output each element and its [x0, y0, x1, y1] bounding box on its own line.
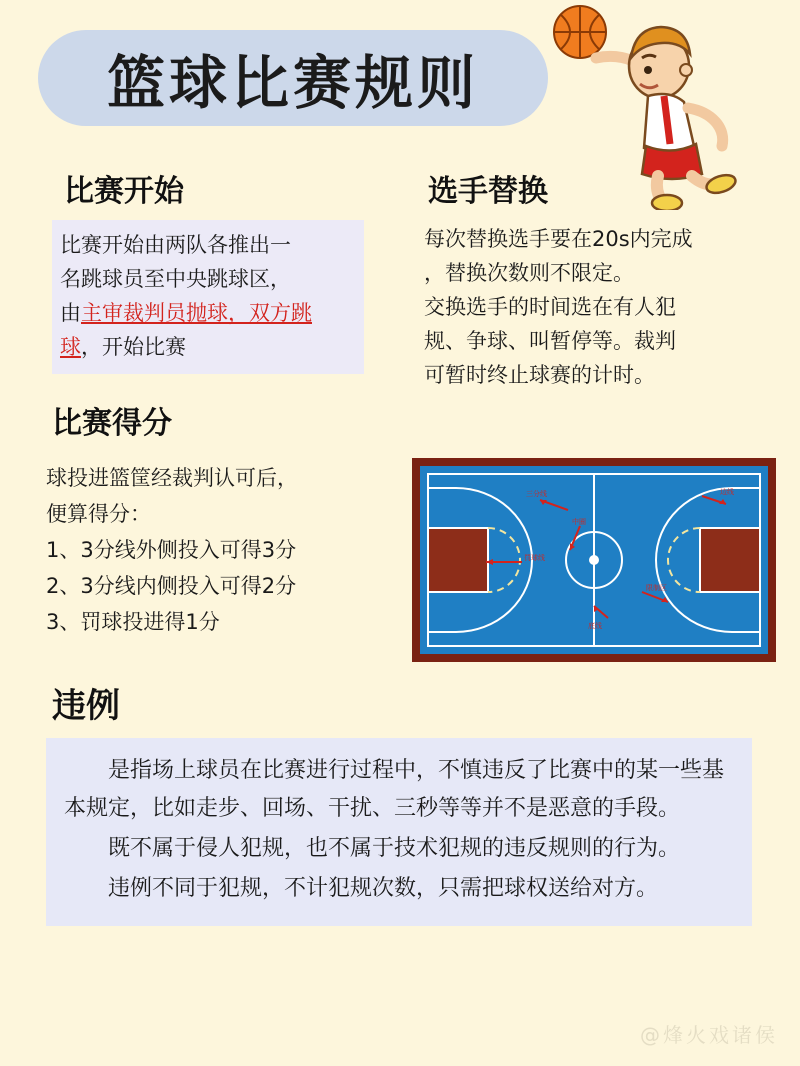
basketball-court-diagram [412, 458, 776, 662]
violation-paragraph: 既不属于侵人犯规，也不属于技术犯规的违反规则的行为。 [108, 836, 681, 861]
game-start-line-1: 比赛开始由两队各推出一 [60, 233, 291, 257]
substitution-line: 交换选手的时间选在有人犯 [424, 295, 676, 319]
game-start-line-3-highlight: 主审裁判员抛球，双方跳 [81, 301, 312, 325]
game-start-line-3-prefix: 由 [60, 301, 81, 325]
svg-text:三分线: 三分线 [526, 490, 547, 498]
scoring-line: 1、3分线外侧投入可得3分 [46, 538, 297, 562]
svg-text:限制区: 限制区 [646, 584, 667, 592]
section-body-substitution [424, 222, 776, 392]
substitution-line: ，替换次数则不限定。 [424, 261, 634, 285]
svg-text:中圈: 中圈 [572, 518, 586, 526]
court-floor [420, 466, 768, 654]
scoring-line: 2、3分线内侧投入可得2分 [46, 574, 297, 598]
scoring-line: 便算得分： [46, 502, 151, 526]
section-heading-scoring: 比赛得分 [52, 406, 172, 441]
section-heading-violation: 违例 [52, 686, 120, 726]
violation-paragraph: 是指场上球员在比赛进行过程中，不慎违反了比赛中的某一些基本规定，比如走步、回场、干扰、三秒等等并不是恶意的手段。 [64, 758, 725, 821]
substitution-line: 可暂时终止球赛的计时。 [424, 363, 655, 387]
svg-text:边线: 边线 [720, 488, 734, 496]
basketball-player-illustration [536, 0, 786, 210]
section-body-violation [46, 738, 752, 926]
game-start-line-4-suffix: ，开始比赛 [81, 335, 186, 359]
scoring-line: 3、罚球投进得1分 [46, 610, 220, 634]
scoring-line: 球投进篮筐经裁判认可后， [46, 466, 298, 490]
game-start-line-3 [60, 296, 358, 330]
section-body-game-start [52, 220, 364, 374]
svg-text:底线: 底线 [588, 622, 602, 630]
section-heading-substitution: 选手替换 [428, 174, 548, 209]
substitution-line: 每次替换选手要在20s内完成 [424, 227, 693, 251]
game-start-line-2: 名跳球员至中央跳球区， [60, 267, 291, 291]
section-body-scoring [46, 460, 396, 640]
game-start-line-4-highlight: 球 [60, 335, 81, 359]
substitution-line: 规、争球、叫暂停等。裁判 [424, 329, 676, 353]
page-title-banner [38, 30, 548, 126]
page-title: 篮球比赛规则 [106, 49, 479, 117]
watermark: @烽火戏诸侯 [640, 1023, 778, 1047]
section-heading-game-start: 比赛开始 [64, 174, 184, 209]
violation-paragraph: 违例不同于犯规，不计犯规次数，只需把球权送给对方。 [108, 876, 659, 901]
svg-text:罚球线: 罚球线 [524, 554, 545, 562]
game-start-line-4 [60, 330, 358, 364]
